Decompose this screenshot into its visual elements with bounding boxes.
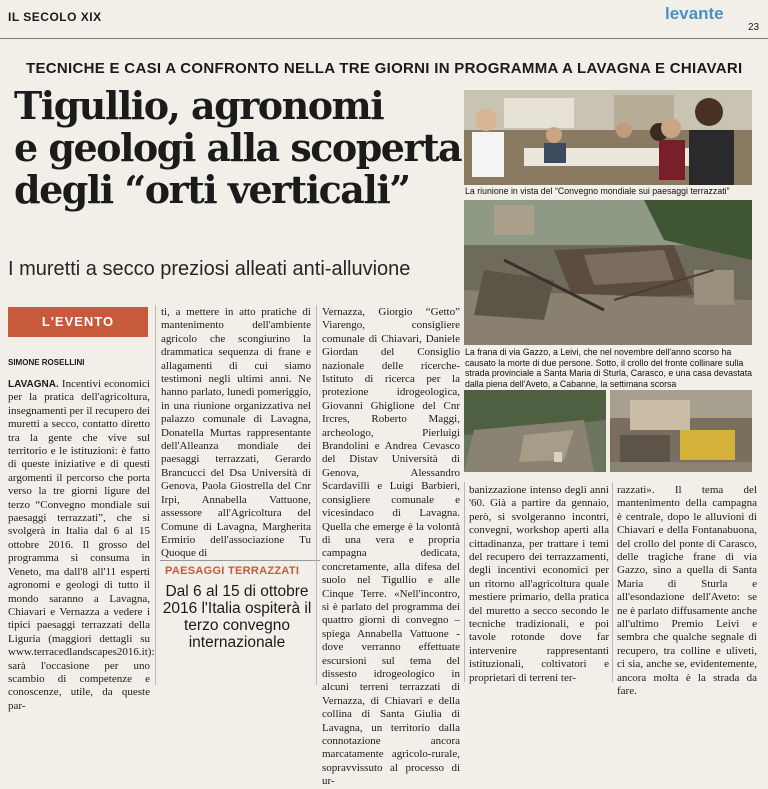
- landslide-photo-image: [464, 200, 752, 345]
- body-column-2: [161, 306, 311, 561]
- landslide-photo-caption: La frana di via Gazzo, a Leivi, che nel novembre dell'anno scorso ha causato la morte di due persone. Sotto, il crollo del fronte collinare sulla strada provinciale a Santa Maria di Sturla, Carasco, e una casa devastata dalla piena dell'Aveto, a Cabanne, la settimana scorsa: [465, 347, 753, 389]
- headline-line-2: e geologi alla scoperta: [14, 125, 462, 170]
- subheadline: I muretti a secco preziosi alleati anti-alluvione: [8, 258, 411, 280]
- column-divider: [316, 305, 317, 685]
- body-column-3: [322, 306, 460, 789]
- page-number: 23: [748, 22, 760, 33]
- headline: [14, 85, 464, 211]
- body-text-col4: banizzazione intenso degli anni '60. Già a partire da gennaio, però, si svolgeranno incontri, convegni, workshop aperti alla cittadinanza, per trattare i temi del recupero dei terrazzamenti, degli incentivi economici per un ritorno all'agricoltura quale mestiere primario, della pratica del muretto a secco secondo le tecniche tradizionali, e poi tavole rotonde dove far intervenire rappresentanti istituzionali, coltivatori e proprietari di terreni ter-: [469, 484, 609, 684]
- masthead-rule: [0, 38, 768, 39]
- body-text-col5: razzati». Il tema del mantenimento della campagna è centrale, dopo le alluvioni di Chiavari e della Fontanabuona, del crollo del ponte di Carasco, delle tragiche frane di via Gazzo, sino a quella di Santa Maria di Sturla e all'esondazione dell'Aveto: se ne è parlato diffusamente anche all'ultimo Premio Leivi e sembra che qualche segnale di recupero, tra colline e uliveti, ci sia, anche se, evidentemente, ancora molta è la strada da fare.: [617, 484, 757, 698]
- landslide-photo: [464, 200, 752, 345]
- flooded-house-photo: [610, 390, 752, 472]
- road-collapse-photo-image: [464, 390, 606, 472]
- road-collapse-photo: [464, 390, 606, 472]
- meeting-photo: [464, 90, 752, 185]
- headline-line-1: Tigullio, agronomi: [14, 83, 384, 128]
- byline: SIMONE ROSELLINI: [8, 358, 85, 367]
- newspaper-brand: IL SECOLO XIX: [8, 10, 102, 24]
- headline-line-3: degli “orti verticali”: [14, 167, 410, 212]
- body-paragraph: [8, 378, 155, 713]
- flooded-house-photo-image: [610, 390, 752, 472]
- masthead: [0, 0, 768, 40]
- meeting-photo-image: [464, 90, 752, 185]
- body-column-1: [8, 378, 155, 713]
- section-name: levante: [665, 4, 724, 23]
- column-divider: [612, 482, 613, 682]
- box-text: Dal 6 al 15 di ottobre 2016 l'Italia ospiterà il terzo convegno internazionale: [162, 583, 312, 651]
- body-column-5: [617, 484, 757, 699]
- body-column-4: [469, 484, 609, 685]
- box-top-rule: [160, 560, 320, 561]
- event-rubric: L'EVENTO: [8, 307, 148, 337]
- body-text-col3: Vernazza, Giorgio “Getto” Viarengo, consigliere comunale di Chiavari, Daniele Giordan del Consiglio nazionale delle ricerche-Istituto di ricerca per la protezione idrogeologica, Giovanni Ghiglione del Cnr Ircres, Roberto Maggi, archeologo, Pierluigi Brandolini e Andrea Cevasco del Distav Università di Genova, Alessandro Scardavilli e Luigi Barbieri, consigliere comunale e vicesindaco di Lavagna. Quella che emerge è la volontà di una vera e propria campagna dedicata, concretamente, alla difesa del suolo nel Tigullio e alle Cinque Terre. «Nell'incontro, si è parlato del programma dei quattro giorni di convegno – spiega Annabella Vattuone - dove verranno effettuate escursioni sul tema del dissesto idrogeologico in alcuni terreni terrazzati di Vernazza, di Chiavari e della collina di Santa Giulia di Lavagna, un territorio dalla connotazione ancora marcatamente agricolo-rurale, sopravvissuto al processo di ur-: [322, 306, 460, 788]
- body-text-col1: Incentivi economici per la pratica dell'agricoltura, insegnamenti per il recupero dei muretti a secco, contatto diretto tra la gente che vive sul territorio e le istituzioni: è fatto di queste iniziative e di questi argomenti il percorso che porta verso la tre giorni ligure del terzo “Convegno mondiale sui paesaggi terrazzati”, che si svolgerà in Italia dal 6 al 15 ottobre 2016. Il grosso del programma si consuma in Veneto, ma dall'8 all'11 esperti agronomi e geologi di tutto il mondo saranno a Lavagna, Chiavari e Vernazza a vedere i tipici paesaggi terrazzati della Liguria (maggiori dettagli su www.terracedlandscapes2016.it): sarà l'occasione per uno scambio di competenze e conoscenze, utile, da queste par-: [8, 378, 155, 712]
- article-kicker: TECNICHE E CASI A CONFRONTO NELLA TRE GIORNI IN PROGRAMMA A LAVAGNA E CHIAVARI: [26, 60, 743, 77]
- box-label: PAESAGGI TERRAZZATI: [165, 565, 300, 577]
- column-divider: [464, 482, 465, 682]
- dateline: LAVAGNA.: [8, 379, 59, 390]
- body-text-col2: ti, a mettere in atto pratiche di mantenimento dell'ambiente agricolo che scongiurino la drammatica sequenza di frane e allagamenti di cui siamo testimoni negli ultimi anni. Ne hanno parlato, lunedì pomeriggio, in una riunione organizzativa nel palazzo comunale di Lavagna, Donatella Murtas rappresentante dell'Alleanza mondiale dei paesaggi terrazzati, Gerardo Brancucci del Dsa Università di Genova, Paola Giostrella del Cnr Irpi, Annabella Vattuone, assessore all'Agricoltura del Comune di Lavagna, Margherita Ermirio dell'associazione Tu Quoque di: [161, 306, 311, 560]
- meeting-photo-caption: La riunione in vista del “Convegno mondiale sui paesaggi terrazzati”: [465, 186, 730, 196]
- column-divider: [155, 305, 156, 685]
